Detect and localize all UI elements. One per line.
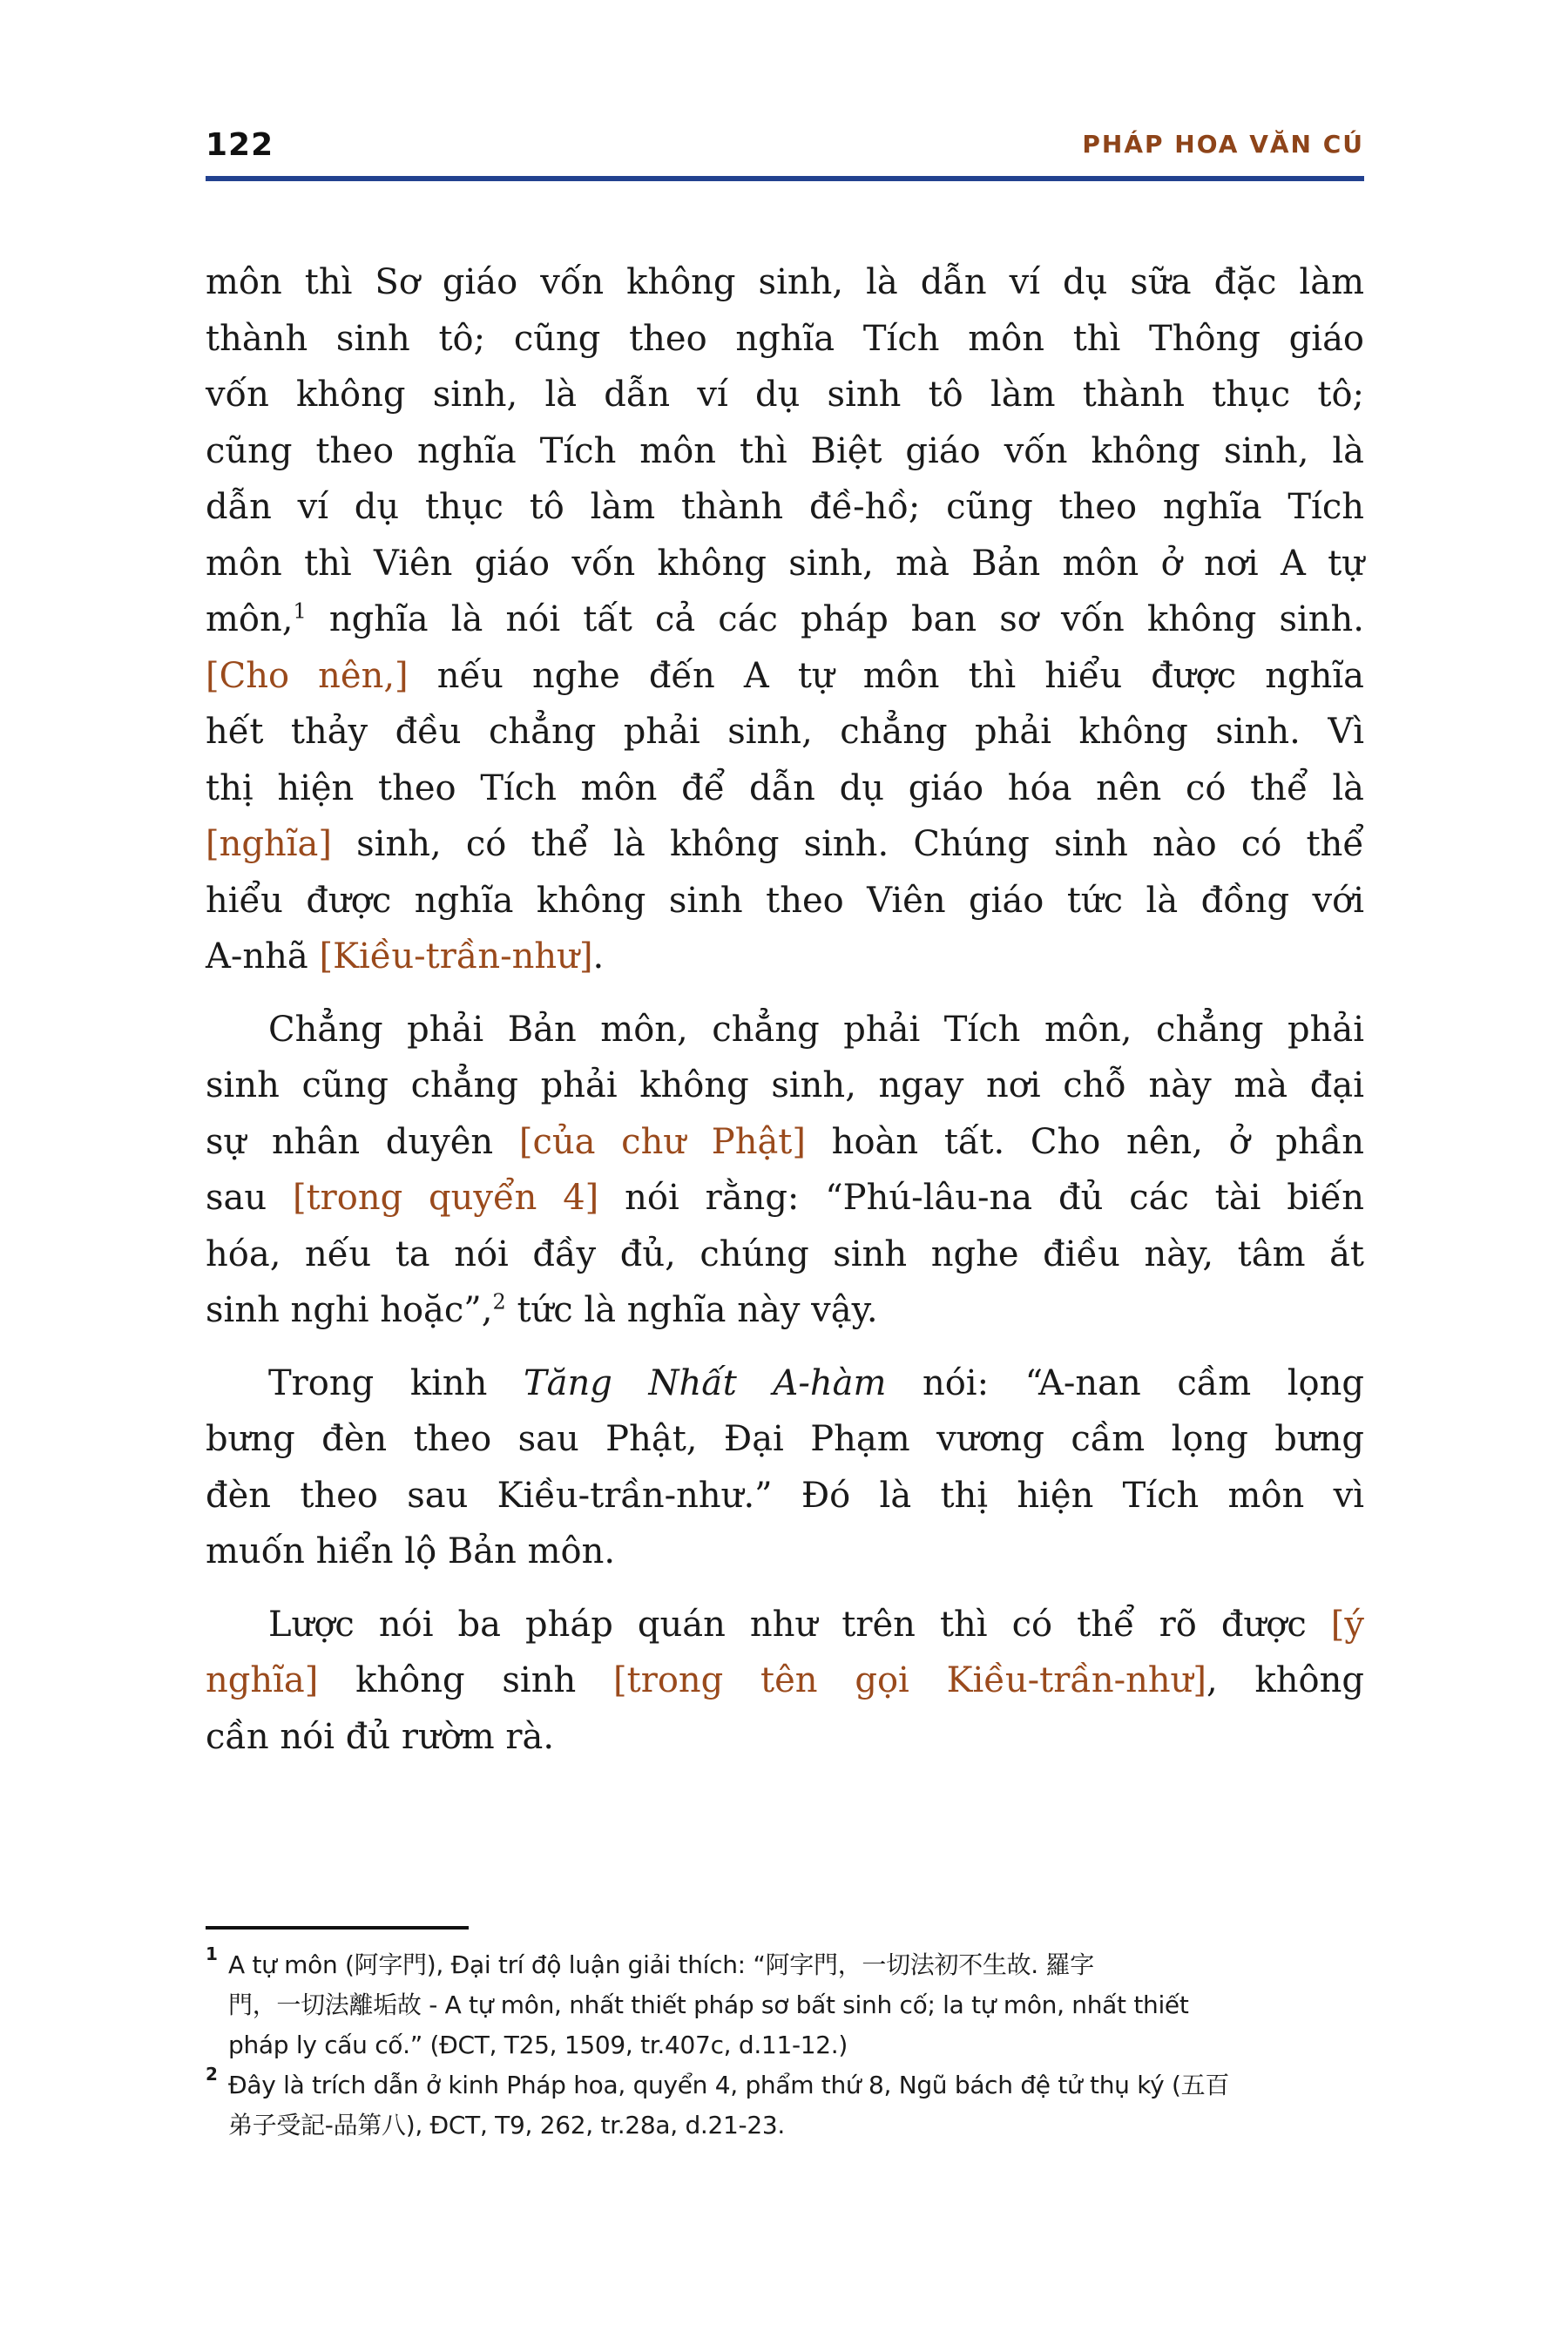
text-segment: sinh nghi hoặc”,: [206, 1290, 493, 1330]
header-rule: [206, 176, 1364, 181]
text-segment: hoàn tất. Cho nên, ở phần: [806, 1121, 1365, 1162]
body-line: [206, 1597, 1364, 1653]
body-line: hiểu được nghĩa không sinh theo Viên giáo tức là đồng với: [206, 880, 1364, 921]
editorial-bracket: [nghĩa]: [206, 824, 332, 864]
text-segment: .: [592, 936, 605, 977]
text-segment: nghĩa là nói tất cả các pháp ban sơ vốn không sinh.: [306, 599, 1364, 639]
editorial-bracket: [ý: [1330, 1604, 1364, 1645]
text-segment: Trong kinh: [268, 1362, 524, 1403]
text-segment: không sinh: [318, 1660, 614, 1700]
sutra-title: Tăng Nhất A-hàm: [524, 1362, 887, 1403]
body-line: [206, 648, 1364, 705]
running-title: PHÁP HOA VĂN CÚ: [1082, 130, 1364, 159]
footnote-line: A tự môn (阿字門), Đại trí độ luận giải thích: “阿字門，一切法初不生故. 羅字: [228, 1950, 1094, 1979]
text-segment: tức là nghĩa này vậy.: [505, 1290, 878, 1330]
body-line: cũng theo nghĩa Tích môn thì Biệt giáo vốn không sinh, là: [206, 430, 1364, 471]
text-segment: môn,: [206, 599, 294, 639]
paragraph-2: [206, 1002, 1364, 1339]
body-line: vốn không sinh, là dẫn ví dụ sinh tô làm thành thục tô;: [206, 375, 1364, 415]
body-line: [206, 1355, 1364, 1412]
footnote-marker: 2: [206, 2064, 218, 2085]
editorial-bracket: [trong quyển 4]: [292, 1178, 599, 1218]
paragraph-1: [206, 254, 1364, 985]
body-line: [206, 1282, 1364, 1339]
text-segment: sự nhân duyên: [206, 1121, 519, 1162]
body-line: [206, 929, 1364, 985]
body-text: [206, 254, 1364, 1781]
editorial-bracket: nghĩa]: [206, 1660, 319, 1700]
text-segment: Lược nói ba pháp quán như trên thì có thể rõ được: [268, 1604, 1331, 1645]
text-segment: sinh, có thể là không sinh. Chúng sinh nào có thể: [331, 824, 1364, 864]
page-header: [206, 122, 1364, 183]
footnote-2: [206, 2065, 1364, 2146]
footnote-line: 門，一切法離垢故 - A tự môn, nhất thiết pháp sơ bất sinh cố; la tự môn, nhất thiết: [228, 1990, 1189, 2019]
text-segment: nói rằng: “Phú-lâu-na đủ các tài biến: [598, 1178, 1364, 1218]
body-line: dẫn ví dụ thục tô làm thành đề-hồ; cũng theo nghĩa Tích: [206, 487, 1364, 527]
body-line: hết thảy đều chẳng phải sinh, chẳng phải không sinh. Vì: [206, 712, 1364, 752]
text-segment: sau: [206, 1178, 293, 1218]
footnote-marker: 1: [206, 1943, 218, 1964]
text-segment: A-nhã: [206, 936, 320, 977]
footnotes: [206, 1945, 1364, 2146]
editorial-bracket: [Cho nên,]: [206, 655, 409, 696]
body-line: [206, 1652, 1364, 1709]
footnote-line: Đây là trích dẫn ở kinh Pháp hoa, quyển 4, phẩm thứ 8, Ngũ bách đệ tử thụ ký (五百: [228, 2071, 1230, 2099]
page-number: 122: [206, 127, 274, 163]
body-line: [206, 816, 1364, 873]
editorial-bracket: [trong tên gọi Kiều-trần-như]: [613, 1660, 1207, 1700]
paragraph-4: [206, 1597, 1364, 1766]
body-line: môn thì Sơ giáo vốn không sinh, là dẫn ví dụ sữa đặc làm: [206, 262, 1364, 302]
footnote-ref-2[interactable]: 2: [492, 1289, 506, 1315]
body-line: hóa, nếu ta nói đầy đủ, chúng sinh nghe điều này, tâm ắt: [206, 1233, 1364, 1274]
footnote-line: pháp ly cấu cố.” (ĐCT, T25, 1509, tr.407c, d.11-12.): [228, 2031, 848, 2059]
text-segment: nói: “A-nan cầm lọng: [886, 1362, 1365, 1403]
paragraph-3: [206, 1355, 1364, 1580]
body-line: bưng đèn theo sau Phật, Đại Phạm vương cầm lọng bưng: [206, 1419, 1364, 1459]
body-line: thị hiện theo Tích môn để dẫn dụ giáo hóa nên có thể là: [206, 767, 1364, 808]
body-line: [206, 1114, 1364, 1171]
body-line: đèn theo sau Kiều-trần-như.” Đó là thị hiện Tích môn vì: [206, 1475, 1364, 1516]
body-line: [206, 1170, 1364, 1227]
body-line: môn thì Viên giáo vốn không sinh, mà Bản môn ở nơi A tự: [206, 543, 1364, 584]
footnote-rule: [206, 1926, 469, 1930]
editorial-bracket: [Kiều-trần-như]: [319, 936, 593, 977]
text-segment: nếu nghe đến A tự môn thì hiểu được nghĩa: [408, 655, 1364, 696]
editorial-bracket: [của chư Phật]: [518, 1121, 806, 1162]
footnote-ref-1[interactable]: 1: [293, 598, 307, 624]
body-line: muốn hiển lộ Bản môn.: [206, 1531, 616, 1571]
body-line: thành sinh tô; cũng theo nghĩa Tích môn thì Thông giáo: [206, 318, 1364, 359]
body-line: cần nói đủ rườm rà.: [206, 1716, 555, 1757]
footnote-line: 弟子受記-品第八), ĐCT, T9, 262, tr.28a, d.21-23.: [228, 2111, 785, 2139]
footnote-1: [206, 1945, 1364, 2065]
body-line: sinh cũng chẳng phải không sinh, ngay nơi chỗ này mà đại: [206, 1065, 1364, 1105]
text-segment: , không: [1206, 1660, 1364, 1700]
body-line: [206, 591, 1364, 648]
body-line: Chẳng phải Bản môn, chẳng phải Tích môn, chẳng phải: [268, 1009, 1364, 1050]
